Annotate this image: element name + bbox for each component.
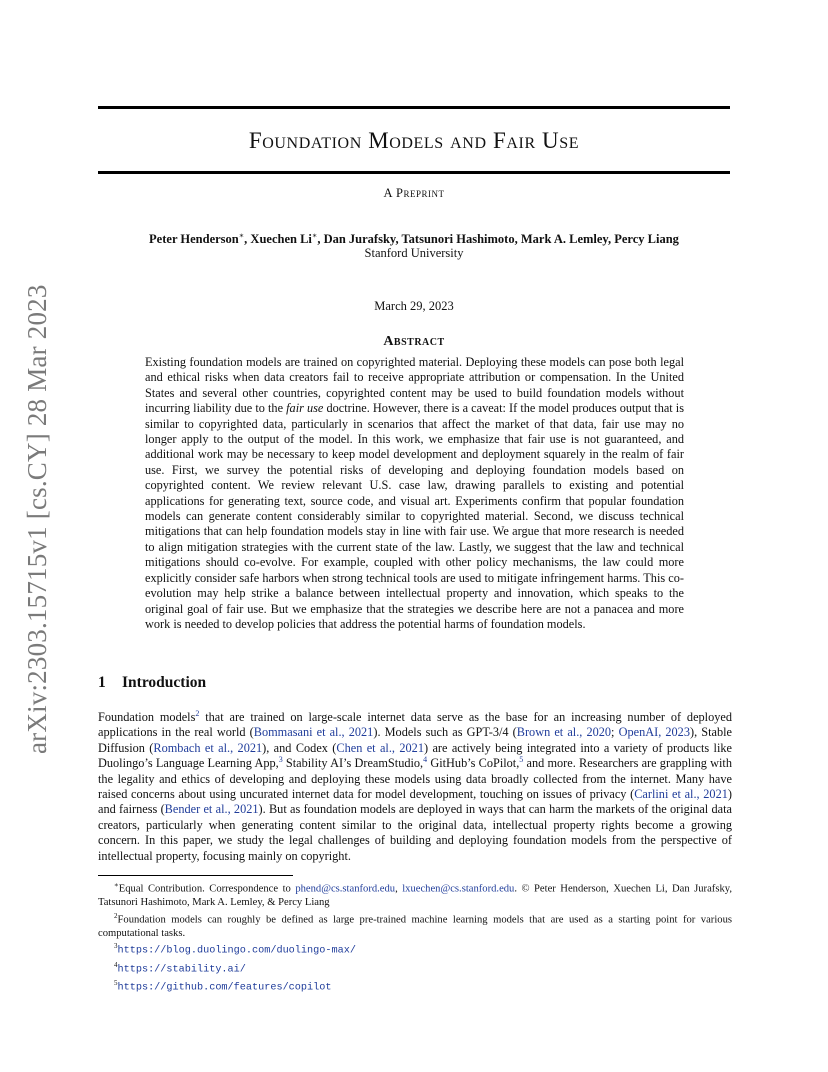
citation-link[interactable]: OpenAI, 2023	[618, 725, 690, 740]
title-rule-bottom	[98, 171, 730, 174]
abstract-text: Existing foundation models are trained on copyrighted material. Deploying these models can pose both legal and ethical risks when data creators fail to receive appropriate attribution or compensation. In the United States and several other countries, copyrighted content may be used to build foundation models without incurring liability due to the	[145, 355, 684, 416]
footnote	[98, 910, 732, 941]
preprint-label: A Preprint	[383, 186, 445, 200]
section-title: Introduction	[122, 674, 207, 691]
footnote-mark: 2	[114, 911, 118, 920]
footnote-ref[interactable]: 2	[195, 708, 200, 718]
footnote	[98, 879, 732, 910]
abstract-emphasis: fair use	[286, 401, 324, 416]
author-name: Xuechen Li	[250, 232, 312, 247]
footnote-text: . © Peter Henderson, Xuechen Li, Dan Jurafsky, Tatsunori Hashimoto, Mark A. Lemley, & Percy Liang	[98, 883, 732, 909]
equal-contribution-mark[interactable]: ∗	[238, 231, 245, 240]
footnote-divider	[98, 875, 293, 876]
footnote-mark: 5	[114, 978, 118, 987]
footnote	[98, 977, 732, 995]
author-names-rest: Dan Jurafsky, Tatsunori Hashimoto, Mark A. Lemley, Percy Liang	[323, 232, 679, 247]
body-text: ) and fairness (	[98, 787, 732, 817]
citation-link[interactable]: Bender et al., 2021	[164, 802, 259, 817]
body-text: ), and Codex (	[262, 740, 337, 755]
abstract-text: doctrine. However, there is a caveat: If the model produces output that is similar to copyrighted data, particularly in scenarios that affect the market of that data, fair use may no longer apply to the output of the model. In this work, we emphasize that fair use is not guaranteed, and additional work may be necessary to keep model development and deployment squarely in the realm of fair use. First, we survey the potential risks of developing and deploying foundation models based on copyrighted content. We review relevant U.S. case law, drawing parallels to existing and potential applications for generating text, source code, and visual art. Experiments confirm that popular foundation models can generate content considerably similar to copyrighted material. Second, we discuss technical mitigations that can help foundation models stay in line with fair use. We argue that more research is needed to align mitigation strategies with the current state of the law. Lastly, we suggest that the law and technical mitigations should co-evolve. For example, coupled with other policy mechanisms, the law could more explicitly consider safe harbors when strong technical tools are used to mitigate infringement harms. This co-evolution may help strike a balance between intellectual property and innovation, which speaks to the original goal of fair use. But we emphasize that the strategies we describe here are not a panacea and more work is needed to develop policies that address the potential harms of foundation models.	[145, 401, 685, 631]
citation-link[interactable]: Rombach et al., 2021	[153, 740, 263, 755]
citation-link[interactable]: Chen et al., 2021	[336, 740, 424, 755]
body-text: Foundation models	[98, 710, 196, 724]
url-link[interactable]: https://github.com/features/copilot	[117, 982, 332, 994]
title-rule-top	[98, 106, 730, 109]
arxiv-identifier-stamp: arXiv:2303.15715v1 [cs.CY] 28 Mar 2023	[22, 284, 52, 754]
footnote	[98, 959, 732, 977]
paper-title: Foundation Models and Fair Use	[248, 128, 580, 153]
body-text: ). Models such as GPT-3/4 (	[373, 725, 517, 740]
author-list: Peter Henderson∗, Xuechen Li∗, Dan Jurafsky, Tatsunori Hashimoto, Mark A. Lemley, Percy Liang	[149, 231, 679, 247]
footnote-mark: 3	[114, 942, 118, 951]
citation-link[interactable]: Bommasani et al., 2021	[253, 725, 374, 740]
body-text: ). But as foundation models are deployed in ways that can harm the markets of the original data creators, particularly when generating content similar to the original data, intellectual property rights become a growing concern. In this paper, we study the legal challenges of building and deploying foundation models from the perspective of intellectual property, focusing mainly on copyright.	[98, 802, 732, 863]
footnote-text: ,	[395, 883, 403, 895]
footnote-mark: ∗	[114, 881, 119, 889]
citation-link[interactable]: Brown et al., 2020	[516, 725, 612, 740]
footnote-ref[interactable]: 4	[423, 755, 428, 765]
footnote	[98, 940, 732, 958]
body-text: ), Stable Diffusion (	[98, 725, 732, 755]
section-number: 1	[98, 674, 106, 691]
url-link[interactable]: https://stability.ai/	[117, 964, 246, 976]
affiliation: Stanford University	[364, 246, 464, 260]
body-text: ) are actively being integrated into a variety of products like Duolingo’s Language Learning App,	[98, 740, 732, 771]
footnote-ref[interactable]: 5	[519, 755, 524, 765]
url-link[interactable]: https://blog.duolingo.com/duolingo-max/	[117, 945, 356, 957]
author-name: Peter Henderson	[149, 232, 239, 247]
body-text: that are trained on large-scale internet data serve as the base for an increasing number of deployed applications in the real world (	[98, 710, 732, 740]
body-text: GitHub’s CoPilot,	[427, 756, 520, 771]
footnote-ref[interactable]: 3	[278, 755, 283, 765]
citation-link[interactable]: Carlini et al., 2021	[634, 787, 728, 802]
introduction-paragraph	[98, 710, 732, 864]
footnote-text: Foundation models can roughly be defined as large pre-trained machine learning models that are used as a starting point for various computational tasks.	[98, 914, 732, 939]
footnote-text: Equal Contribution. Correspondence to	[118, 883, 296, 895]
section-heading	[98, 674, 206, 692]
equal-contribution-mark[interactable]: ∗	[311, 231, 318, 240]
abstract-heading: Abstract	[383, 334, 445, 349]
abstract-body	[145, 355, 684, 632]
body-text: Stability AI’s DreamStudio,	[282, 756, 424, 771]
email-link[interactable]: lxuechen@cs.stanford.edu	[402, 883, 515, 895]
publication-date: March 29, 2023	[374, 299, 454, 313]
body-text: ;	[611, 725, 619, 740]
email-link[interactable]: phend@cs.stanford.edu	[295, 883, 396, 895]
footnote-mark: 4	[114, 960, 118, 969]
footnotes	[98, 879, 732, 995]
body-text: and more. Researchers are grappling with the legality and ethics of developing and deploying these models using data broadly collected from the internet. Many have raised concerns about using uncurated internet data for model development, touching on issues of privacy (	[98, 756, 732, 802]
